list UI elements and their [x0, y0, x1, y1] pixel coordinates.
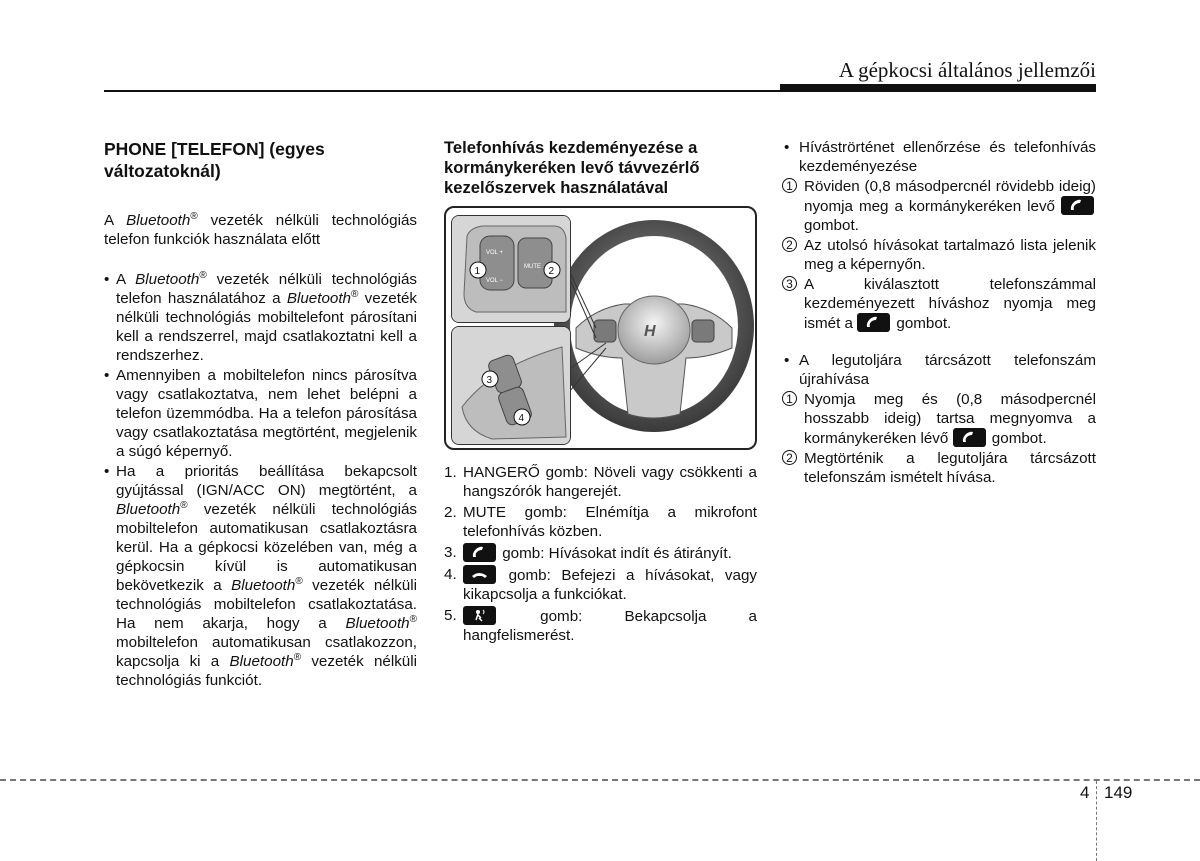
text: gomb: Befejezi a hívásokat, vagy kikapcsolja a funkciókat.	[463, 567, 757, 603]
step-number: 3	[782, 276, 797, 291]
list-item	[444, 606, 757, 645]
list-item	[782, 236, 1096, 274]
list-item	[104, 462, 417, 690]
svg-text:3: 3	[486, 375, 493, 386]
list-item	[444, 503, 757, 541]
list-item	[444, 543, 757, 563]
call-icon	[1061, 196, 1094, 215]
list-item	[782, 275, 1096, 333]
list-item	[782, 390, 1096, 448]
inset-call-buttons	[451, 326, 571, 445]
item-number: 3.	[444, 544, 457, 561]
text: Ha a prioritás beállítása bekapcsolt gyújtással (IGN/ACC ON) megtörtént, a	[116, 463, 417, 499]
registered-mark: ®	[199, 269, 207, 281]
section-heading-steering-controls: Telefonhívás kezdeményezése a kormánykeréken levő távvezérlő kezelőszervek használatával	[444, 138, 700, 197]
text: A	[104, 212, 127, 229]
text: vezeték nélküli technológiás mobiltelefont párosítani kell a rendszerrel, majd csatlakoztatni kell a rendszerhez.	[116, 290, 418, 364]
list-item	[782, 177, 1096, 235]
header-rule	[104, 90, 782, 92]
column-right	[782, 138, 1096, 505]
inset-volume-mute-illustration	[452, 216, 570, 322]
section-heading-phone: PHONE [TELEFON] (egyes változatoknál)	[104, 139, 325, 181]
text: gombot.	[804, 217, 859, 234]
text: vezeték nélküli technológiás telefon használatához a	[116, 271, 417, 307]
text: A kiválasztott telefonszámmal kezdeményezett híváshoz nyomja meg ismét a	[804, 276, 1096, 332]
text: vezeték nélküli technológiás funkciót.	[116, 653, 417, 689]
call-icon	[463, 543, 496, 562]
item-number: 1.	[444, 464, 457, 481]
list-item: • Amennyiben a mobiltelefon nincs párosítva vagy csatlakoztatva, nem lehet belépni a telefon üzemmódba. Ha a telefon párosítása vagy csatlakoztatása megtörtént, megjelenik a súgó képernyő.	[104, 366, 417, 461]
svg-text:VOL +: VOL +	[486, 250, 503, 256]
svg-text:H: H	[644, 323, 656, 340]
item-number: 4.	[444, 566, 457, 583]
text: vezeték nélküli technológiás mobiltelefon csatlakoztatása. Ha nem akarja, hogy a	[116, 577, 417, 632]
footer-vertical-divider	[1096, 781, 1097, 861]
registered-mark: ®	[295, 575, 303, 587]
step-number: 2	[782, 450, 797, 465]
text: gomb: Hívásokat indít és átirányít.	[498, 545, 732, 562]
step-number: 1	[782, 391, 797, 406]
text: vezeték nélküli technológiás mobiltelefon automatikusan csatlakoztásra kerül. Ha a gépkocsi közelében van, még a gépkocsin kívül is automatikusan bekövetkezik a	[116, 501, 417, 594]
call-icon	[953, 428, 986, 447]
item-number: 2.	[444, 504, 457, 521]
steps-call-history	[782, 177, 1096, 333]
text: Bluetooth	[229, 653, 294, 670]
text: A	[116, 271, 136, 288]
svg-text:2: 2	[548, 266, 555, 277]
text: Megtörténik a legutoljára tárcsázott telefonszám ismételt hívása.	[804, 450, 1096, 486]
running-header-title: A gépkocsi általános jellemzői	[838, 58, 1096, 82]
text: Bluetooth	[231, 577, 296, 594]
text: gombot.	[892, 315, 952, 332]
inset-call-buttons-illustration	[452, 327, 570, 444]
inset-volume-mute	[451, 215, 571, 323]
item-number: 5.	[444, 607, 457, 624]
text: Híváströrténet ellenőrzése és telefonhívás kezdeményezése	[799, 139, 1096, 175]
bullet-list	[104, 270, 417, 690]
registered-mark: ®	[409, 613, 417, 625]
voice-icon	[463, 606, 496, 625]
registered-mark: ®	[180, 499, 188, 511]
call-icon	[857, 313, 890, 332]
text: Bluetooth	[345, 615, 410, 632]
column-middle	[444, 138, 757, 647]
header-rule-accent	[780, 84, 1096, 92]
list-item	[444, 565, 757, 604]
chapter-number: 4	[1080, 783, 1090, 802]
text: gomb: Bekapcsolja a hangfelismerést.	[463, 608, 757, 644]
text: Nyomja meg és (0,8 másodpercnél hosszabb ideig) tartsa megnyomva a kormánykeréken lévő	[804, 391, 1096, 447]
svg-text:MUTE: MUTE	[524, 264, 541, 270]
svg-text:VOL −: VOL −	[486, 278, 503, 284]
registered-mark: ®	[293, 651, 302, 663]
text: Bluetooth	[135, 271, 200, 288]
text: Az utolsó hívásokat tartalmazó lista jelenik meg a képernyőn.	[804, 237, 1096, 273]
text: mobiltelefon automatikusan csatlakozzon, kapcsolja ki a	[116, 634, 417, 670]
steering-wheel-figure	[444, 206, 757, 450]
steps-redial	[782, 390, 1096, 487]
subsection-title-redial	[782, 351, 1096, 389]
list-item	[444, 463, 757, 501]
footer-divider	[0, 779, 1200, 781]
text: A legutoljára tárcsázott telefonszám újrahívása	[799, 352, 1096, 388]
text: Bluetooth	[286, 290, 352, 307]
text: gombot.	[987, 430, 1047, 447]
hangup-icon	[463, 565, 496, 584]
text: Röviden (0,8 másodpercnél rövidebb ideig) nyomja meg a kormánykeréken levő	[804, 178, 1096, 215]
svg-text:1: 1	[474, 266, 481, 277]
text: Bluetooth	[126, 212, 191, 229]
list-item	[104, 270, 417, 365]
step-number: 1	[782, 178, 797, 193]
intro-paragraph	[104, 211, 417, 249]
text: HANGERŐ gomb: Növeli vagy csökkenti a hangszórók hangerejét.	[463, 464, 757, 500]
subsection-title-call-history	[782, 138, 1096, 176]
text: vezeték nélküli technológiás telefon funkciók használata előtt	[104, 212, 417, 248]
list-item	[782, 449, 1096, 487]
page-number: 149	[1104, 783, 1133, 802]
bullet: •	[784, 139, 790, 156]
registered-mark: ®	[190, 210, 198, 222]
step-number: 2	[782, 237, 797, 252]
text: MUTE gomb: Elnémítja a mikrofont telefonhívás közben.	[463, 504, 757, 540]
registered-mark: ®	[351, 288, 359, 300]
bullet: •	[784, 352, 790, 369]
numbered-list	[444, 463, 757, 645]
column-left	[104, 138, 417, 691]
svg-text:4: 4	[518, 413, 525, 424]
text: Bluetooth	[116, 501, 181, 518]
